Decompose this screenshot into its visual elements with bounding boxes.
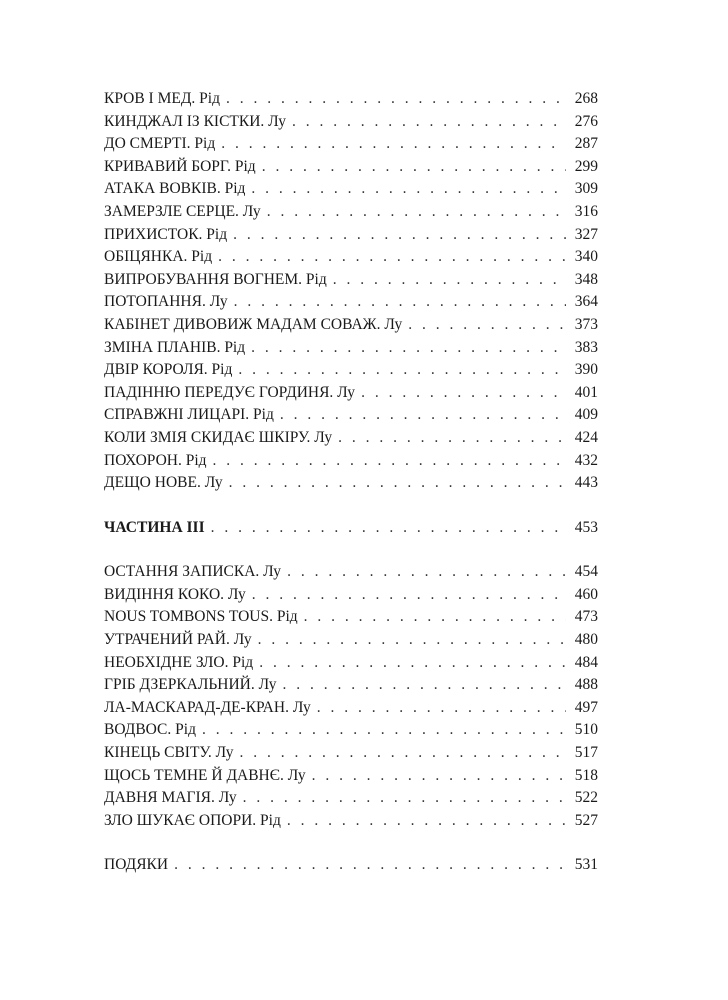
entry-title: КАБІНЕТ ДИВОВИЖ МАДАМ СОВАЖ. Лу [104, 315, 403, 333]
entry-page: 510 [574, 721, 598, 739]
toc-entry [104, 697, 598, 720]
entry-title: УТРАЧЕНИЙ РАЙ. Лу [104, 631, 252, 649]
entry-title: ДАВНЯ МАГІЯ. Лу [104, 789, 237, 807]
entry-title: ОСТАННЯ ЗАПИСКА. Лу [104, 563, 282, 581]
toc-section-b [104, 561, 598, 832]
toc-entry [104, 224, 598, 247]
entry-page: 327 [574, 225, 598, 243]
spacer [104, 495, 598, 517]
entry-title: ЩОСЬ ТЕМНЕ Й ДАВНЄ. Лу [104, 766, 306, 784]
dot-leader [262, 156, 566, 179]
dot-leader [202, 719, 566, 742]
dot-leader [338, 427, 566, 450]
entry-page: 424 [574, 428, 598, 446]
entry-title: ВИПРОБУВАННЯ ВОГНЕМ. Рід [104, 270, 327, 288]
toc-entry [104, 269, 598, 292]
entry-title: ПОХОРОН. Рід [104, 451, 207, 469]
toc-entry [104, 178, 598, 201]
dot-leader [287, 810, 566, 833]
dot-leader [251, 178, 566, 201]
entry-page: 316 [574, 202, 598, 220]
toc-entry [104, 719, 598, 742]
dot-leader [234, 291, 566, 314]
entry-page: 488 [574, 676, 598, 694]
dot-leader [229, 472, 566, 495]
entry-page: 517 [574, 744, 598, 762]
dot-leader [267, 201, 566, 224]
toc-entry [104, 787, 598, 810]
entry-page: 443 [574, 474, 598, 492]
entry-page: 383 [574, 338, 598, 356]
dot-leader [280, 404, 566, 427]
toc-entry [104, 382, 598, 405]
entry-title: СПРАВЖНІ ЛИЦАРІ. Рід [104, 406, 274, 424]
toc-entry [104, 584, 598, 607]
entry-title: ПОДЯКИ [104, 856, 169, 874]
dot-leader [287, 561, 566, 584]
toc-entry [104, 88, 598, 111]
dot-leader [226, 88, 566, 111]
toc-entry-acknowledgements [104, 854, 598, 877]
toc-entry [104, 133, 598, 156]
dot-leader [258, 629, 566, 652]
entry-title: КИНДЖАЛ ІЗ КІСТКИ. Лу [104, 112, 287, 130]
entry-page: 473 [574, 608, 598, 626]
entry-title: ПАДІННЮ ПЕРЕДУЄ ГОРДИНЯ. Лу [104, 383, 356, 401]
entry-page: 299 [574, 157, 598, 175]
entry-page: 518 [574, 766, 598, 784]
dot-leader [213, 450, 566, 473]
dot-leader [292, 111, 566, 134]
entry-page: 348 [574, 270, 598, 288]
toc-entry [104, 561, 598, 584]
entry-title: ДЕЩО НОВЕ. Лу [104, 474, 223, 492]
entry-page: 460 [574, 585, 598, 603]
entry-title: ДО СМЕРТІ. Рід [104, 135, 216, 153]
dot-leader [233, 224, 566, 247]
entry-title: ГРІБ ДЗЕРКАЛЬНИЙ. Лу [104, 676, 277, 694]
toc-entry [104, 742, 598, 765]
entry-title: КРИВАВИЙ БОРГ. Рід [104, 157, 256, 175]
toc-entry [104, 765, 598, 788]
entry-page: 268 [574, 90, 598, 107]
toc-entry [104, 606, 598, 629]
entry-title: ВИДІННЯ КОКО. Лу [104, 585, 246, 603]
toc-entry [104, 359, 598, 382]
entry-page: 527 [574, 811, 598, 829]
dot-leader [243, 787, 566, 810]
dot-leader [317, 697, 566, 720]
dot-leader [238, 359, 566, 382]
entry-page: 364 [574, 293, 598, 311]
dot-leader [282, 674, 566, 697]
entry-page: 522 [574, 789, 598, 807]
entry-title: NOUS TOMBONS TOUS. Рід [104, 608, 298, 626]
entry-page: 531 [574, 856, 598, 874]
entry-title: НЕОБХІДНЕ ЗЛО. Рід [104, 653, 254, 671]
toc-part-heading [104, 517, 598, 540]
toc-entry [104, 201, 598, 224]
dot-leader [312, 765, 566, 788]
entry-page: 454 [574, 563, 598, 581]
entry-page: 484 [574, 653, 598, 671]
part-page: 453 [574, 518, 598, 536]
toc-entry [104, 674, 598, 697]
table-of-contents [104, 88, 598, 877]
entry-page: 401 [574, 383, 598, 401]
dot-leader [221, 133, 566, 156]
dot-leader [333, 269, 566, 292]
part-title: ЧАСТИНА ІІІ [104, 518, 205, 536]
toc-entry [104, 404, 598, 427]
entry-title: ЗМІНА ПЛАНІВ. Рід [104, 338, 246, 356]
entry-title: ПРИХИСТОК. Рід [104, 225, 228, 243]
entry-page: 309 [574, 180, 598, 198]
toc-entry [104, 810, 598, 833]
entry-page: 340 [574, 248, 598, 266]
entry-title: АТАКА ВОВКІВ. Рід [104, 180, 246, 198]
toc-entry [104, 427, 598, 450]
toc-entry [104, 246, 598, 269]
entry-title: ДВІР КОРОЛЯ. Рід [104, 361, 233, 379]
entry-title: ОБІЦЯНКА. Рід [104, 248, 213, 266]
entry-page: 390 [574, 361, 598, 379]
entry-title: ЗЛО ШУКАЄ ОПОРИ. Рід [104, 811, 281, 829]
toc-section-a [104, 88, 598, 495]
entry-page: 497 [574, 698, 598, 716]
dot-leader [304, 606, 566, 629]
spacer [104, 539, 598, 561]
toc-entry [104, 291, 598, 314]
spacer [104, 832, 598, 854]
entry-title: ВОДВОС. Рід [104, 721, 196, 739]
entry-page: 480 [574, 631, 598, 649]
dot-leader [361, 382, 566, 405]
toc-entry [104, 450, 598, 473]
dot-leader [240, 742, 566, 765]
entry-page: 409 [574, 406, 598, 424]
toc-entry [104, 156, 598, 179]
entry-title: ЛА-МАСКАРАД-ДЕ-КРАН. Лу [104, 698, 311, 716]
entry-title: ПОТОПАННЯ. Лу [104, 293, 228, 311]
dot-leader [408, 314, 566, 337]
toc-entry [104, 314, 598, 337]
entry-page: 276 [574, 112, 598, 130]
entry-title: КОЛИ ЗМІЯ СКИДАЄ ШКІРУ. Лу [104, 428, 333, 446]
dot-leader [211, 517, 566, 540]
dot-leader [174, 854, 566, 877]
toc-entry [104, 652, 598, 675]
entry-title: ЗАМЕРЗЛЕ СЕРЦЕ. Лу [104, 202, 261, 220]
dot-leader [252, 584, 566, 607]
toc-entry [104, 111, 598, 134]
entry-title: КРОВ І МЕД. Рід [104, 90, 220, 107]
entry-page: 287 [574, 135, 598, 153]
entry-page: 373 [574, 315, 598, 333]
entry-page: 432 [574, 451, 598, 469]
entry-title: КІНЕЦЬ СВІТУ. Лу [104, 744, 234, 762]
dot-leader [259, 652, 566, 675]
dot-leader [218, 246, 566, 269]
toc-entry [104, 472, 598, 495]
dot-leader [251, 337, 566, 360]
toc-entry [104, 629, 598, 652]
toc-entry [104, 337, 598, 360]
